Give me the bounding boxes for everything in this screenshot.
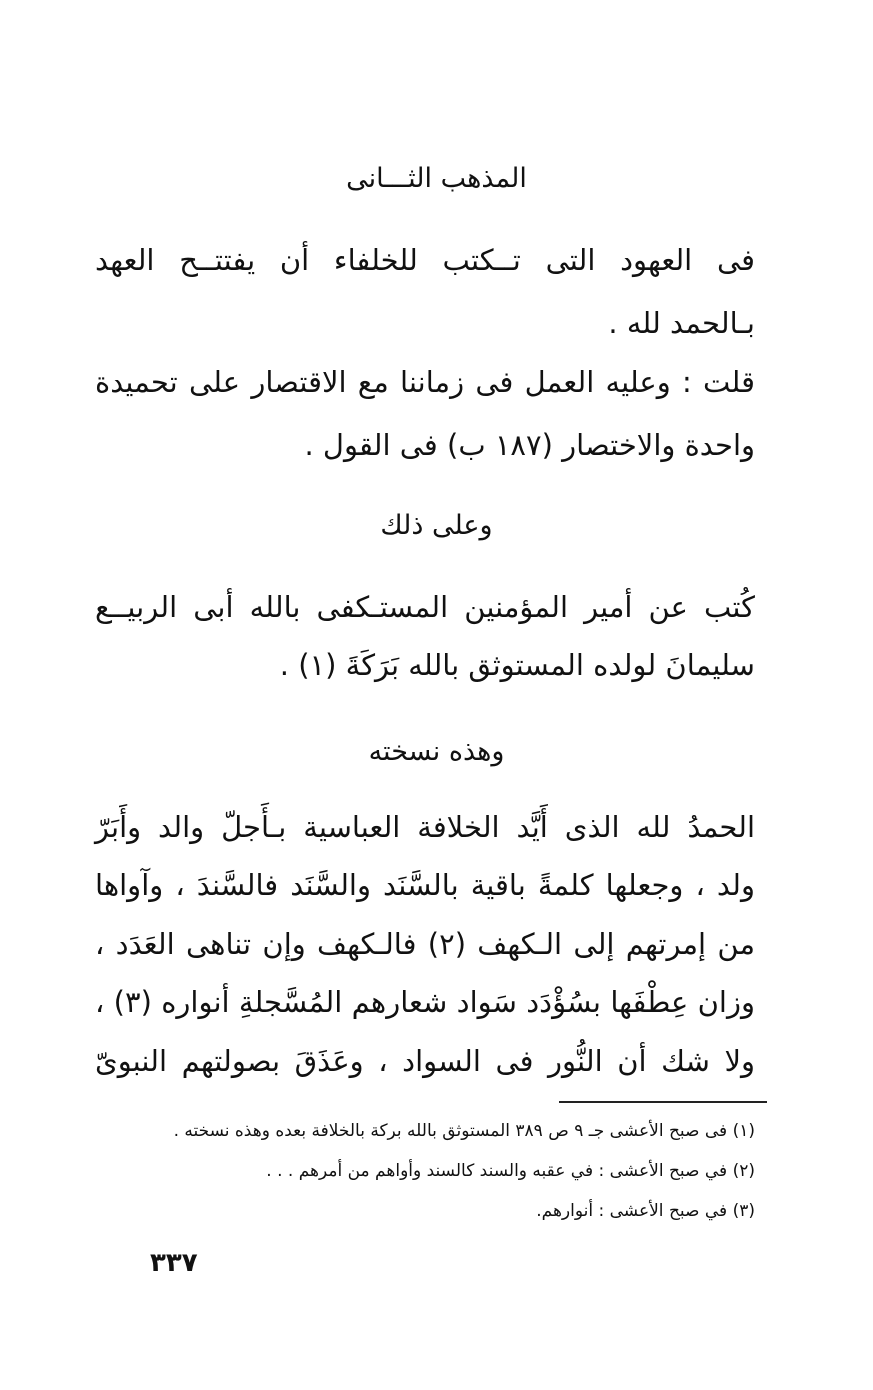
paragraph-4-line-5: ولا شك أن النُّور فى السواد ، وعَذَقَ بصولتهم النبوىّ <box>95 1044 755 1078</box>
section-heading-3: وهذه نسخته <box>368 736 505 767</box>
footnote-divider <box>559 1101 767 1103</box>
paragraph-3-line-2: سليمانَ لولده المستوثق بالله بَرَكَةَ (١) . <box>279 648 755 682</box>
paragraph-2-line-1: قلت : وعليه العمل فى زماننا مع الاقتصار على تحميدة <box>95 365 755 399</box>
section-heading-2: وعلى ذلك <box>380 510 493 541</box>
paragraph-2-line-2: واحدة والاختصار (١٨٧ ب) فى القول . <box>304 428 755 462</box>
footnote-1: (١) فى صبح الأعشى جـ ٩ ص ٣٨٩ المستوثق بالله بركة بالخلافة بعده وهذه نسخته . <box>173 1121 755 1141</box>
paragraph-3-line-1: كُتب عن أمير المؤمنين المستـكفى بالله أبى الربيــع <box>95 590 755 624</box>
footnote-2: (٢) في صبح الأعشى : في عقبه والسند كالسند وأواهم من أمرهم . . . <box>266 1161 755 1181</box>
paragraph-1-line-1: فى العهود التى تــكتب للخلفاء أن يفتتــح العهد <box>95 243 755 277</box>
section-heading-1: المذهب الثـــانى <box>346 163 527 194</box>
paragraph-4-line-1: الحمدُ لله الذى أَيَّد الخلافة العباسية بـأَجلّ والد وأَبَرّ <box>95 810 755 844</box>
paragraph-1-line-2: بـالحمد لله . <box>608 306 755 340</box>
page-number: ٣٣٧ <box>150 1248 198 1278</box>
paragraph-4-line-3: من إمرتهم إلى الـكهف (٢) فالـكهف وإن تناهى العَدَد ، <box>95 927 755 961</box>
paragraph-4-line-2: ولد ، وجعلها كلمةً باقية بالسَّنَد والسَّنَد فالسَّندَ ، وآواها <box>95 868 755 902</box>
footnote-3: (٣) في صبح الأعشى : أنوارهم. <box>536 1201 755 1221</box>
paragraph-4-line-4: وزان عِطْفَها بسُؤْدَد سَواد شعارهم المُسَّجلةِ أنواره (٣) ، <box>95 985 755 1019</box>
